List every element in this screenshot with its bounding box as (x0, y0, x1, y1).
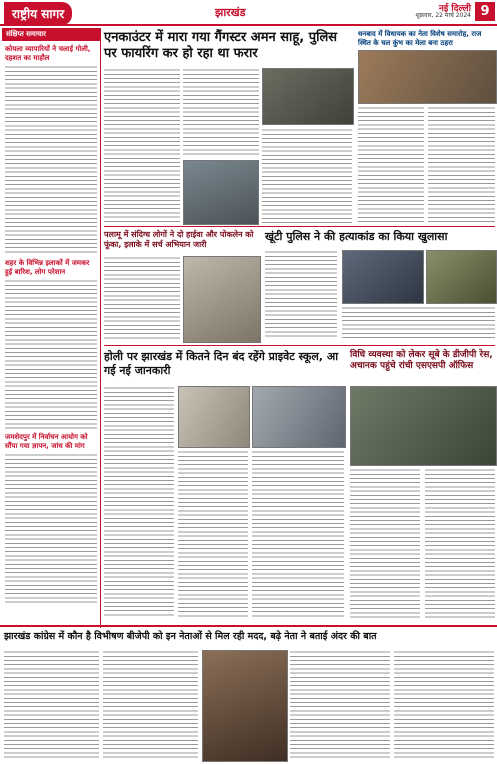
story-photo (183, 256, 261, 343)
brief-headline: जमशेदपुर में निर्वाचन आयोग को सौंपा गया ज्ञापन, जांच की मांग (5, 433, 88, 450)
story-headline: पलामू में संदिग्ध लोगों ने दो हाईवा और पोकलेन को फूंका, इलाके में सर्च अभियान जारी (104, 230, 254, 249)
story-photo (342, 250, 424, 304)
lead-photo (183, 160, 259, 225)
story-text (394, 650, 494, 760)
story-text (265, 250, 337, 340)
story-text (342, 306, 495, 341)
section-divider (0, 625, 497, 627)
brief-column (2, 28, 101, 628)
story-text (104, 256, 180, 341)
lead-photo-2 (262, 68, 354, 125)
story-photo (252, 386, 346, 448)
story-text (252, 450, 344, 618)
story-text (103, 650, 198, 760)
story-text (104, 386, 174, 618)
story-photo (178, 386, 250, 448)
story-photo (426, 250, 497, 304)
story-headline: विधि व्यवस्था को लेकर सूबे के डीजीपी रेस, अचानक पहुंचे रांची एसएसपी ऑफिस (350, 350, 493, 371)
story-text (4, 650, 99, 760)
brief-text (5, 453, 97, 603)
story-headline: झारखंड कांग्रेस में कौन है विभीषण बीजेपी को इन नेताओं से मिल रही मदद, बढ़े नेता ने बताई अंदर की बात (4, 631, 377, 642)
page-number: 9 (475, 2, 495, 21)
brief-header: संक्षिप्त समाचार (2, 28, 100, 41)
section-name: झारखंड (215, 6, 246, 19)
brief-headline: शहर के विभिन्न इलाकों में जमकर हुई बारिश, लोग परेशान (5, 259, 90, 276)
story-text (290, 650, 390, 760)
brief-text (5, 65, 97, 255)
story-text (350, 468, 420, 618)
paper-name: राष्ट्रीय सागर (4, 2, 72, 25)
story-headline: होली पर झारखंड में कितने दिन बंद रहेंगे प्राइवेट स्कूल, आ गई नई जानकारी (104, 350, 339, 377)
masthead (0, 0, 497, 26)
story-headline: खूंटी पुलिस ने की हत्याकांड का किया खुलासा (265, 230, 448, 243)
lead-text (262, 128, 352, 223)
story-photo (350, 386, 497, 466)
story-headline: धनबाद में विधायक का नेता विशेष समारोह, राज स्थित के चल कुंभ का मेला बना ठहरा (358, 30, 482, 47)
story-text (428, 106, 495, 223)
lead-headline: एनकाउंटर में मारा गया गैंगस्टर अमन साहू, पुलिस पर फायरिंग कर हो रहा था फरार (104, 30, 338, 61)
divider (104, 226, 495, 227)
city: नई दिल्ली (438, 4, 471, 14)
date: शुक्रवार, 22 मार्च 2024 (415, 12, 471, 19)
lead-text (183, 68, 259, 158)
story-photo (358, 50, 497, 104)
brief-headline: कोयला व्यापारियों ने चलाई गोली, दहशत का माहौल (5, 45, 91, 62)
brief-text (5, 279, 97, 429)
story-text (358, 106, 424, 223)
story-text (178, 450, 248, 618)
divider (104, 345, 495, 346)
story-photo (202, 650, 288, 762)
story-text (425, 468, 495, 618)
lead-text (104, 68, 180, 223)
